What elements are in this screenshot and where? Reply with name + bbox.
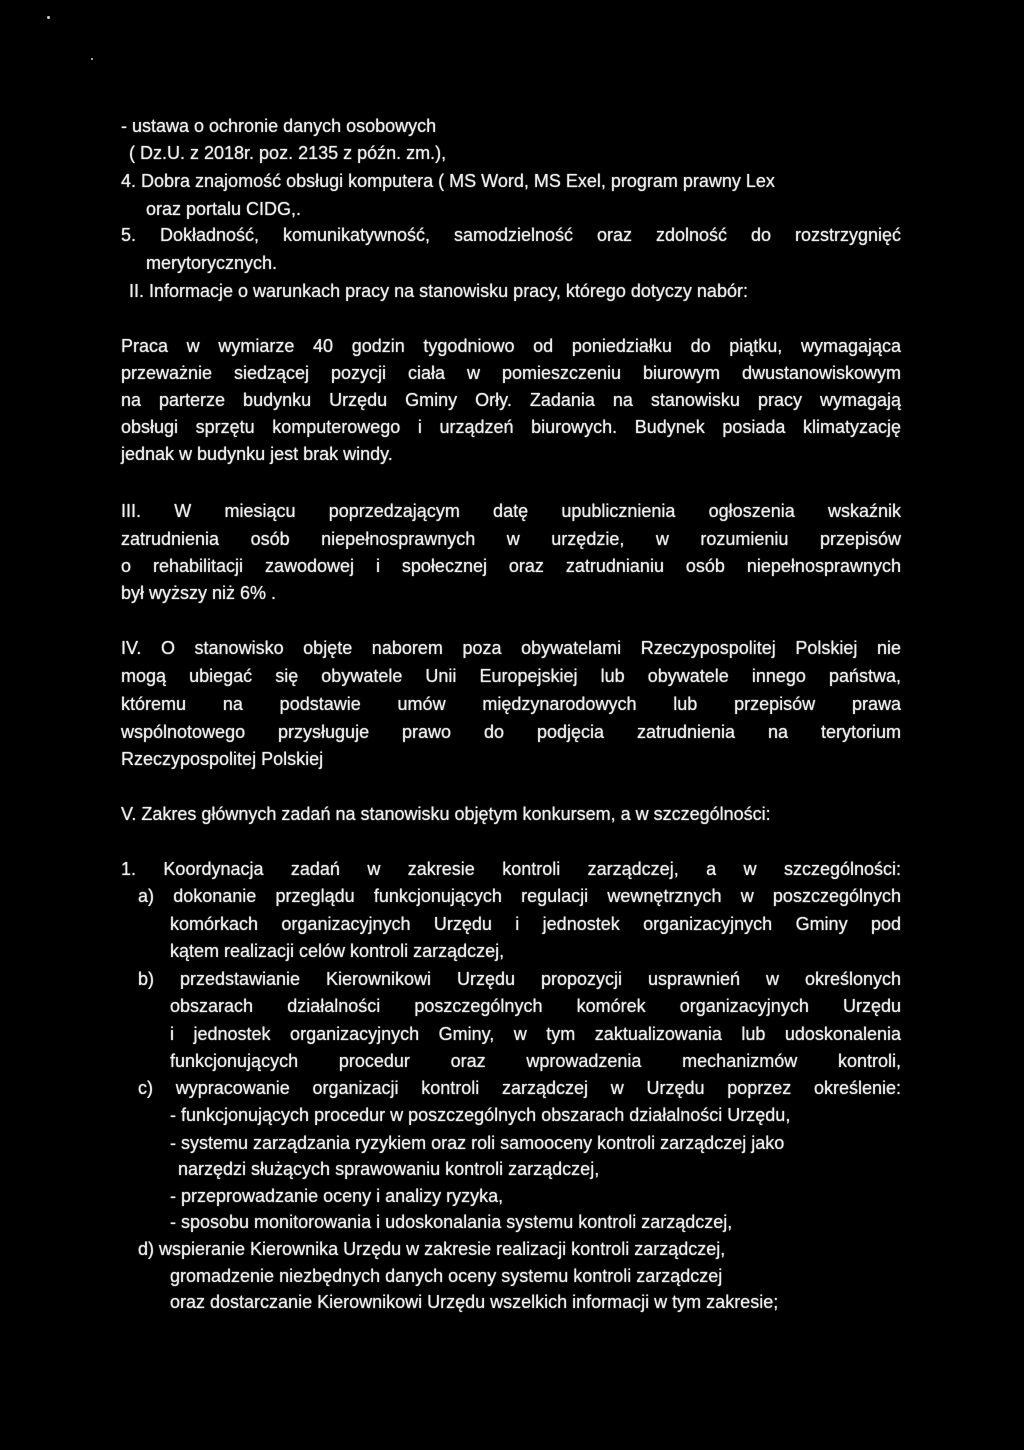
text-line: jednak w budynku jest brak windy. xyxy=(121,444,393,464)
text-line: mogą ubiegać się obywatele Unii Europejskiej lub obywatele innego państwa, xyxy=(121,666,901,686)
text-line: zatrudnienia osób niepełnosprawnych w urzędzie, w rozumieniu przepisów xyxy=(121,529,901,549)
text-line: i jednostek organizacyjnych Gminy, w tym zaktualizowania lub udoskonalenia xyxy=(170,1024,901,1044)
text-line: - ustawa o ochronie danych osobowych xyxy=(121,116,437,136)
section-heading: III. W miesiącu poprzedzającym datę upublicznienia ogłoszenia wskaźnik xyxy=(121,501,901,521)
text-line: 5. Dokładność, komunikatywność, samodzielność oraz zdolność do rozstrzygnięć xyxy=(121,225,901,245)
section-heading: IV. O stanowisko objęte naborem poza obywatelami Rzeczypospolitej Polskiej nie xyxy=(121,638,901,658)
text-line: narzędzi służących sprawowaniu kontroli zarządczej, xyxy=(178,1159,600,1179)
list-item: - sposobu monitorowania i udoskonalania systemu kontroli zarządczej, xyxy=(170,1212,733,1232)
section-heading: II. Informacje o warunkach pracy na stanowisku pracy, którego dotyczy nabór: xyxy=(129,281,748,301)
text-line: funkcjonujących procedur oraz wprowadzenia mechanizmów kontroli, xyxy=(170,1051,901,1071)
text-line: komórkach organizacyjnych Urzędu i jednostek organizacyjnych Gminy pod xyxy=(170,914,901,934)
list-item: a) dokonanie przeglądu funkcjonujących regulacji wewnętrznych w poszczególnych xyxy=(138,886,901,906)
list-item: - systemu zarządzania ryzykiem oraz roli samooceny kontroli zarządczej jako xyxy=(170,1133,785,1153)
list-item: - funkcjonujących procedur w poszczególnych obszarach działalności Urzędu, xyxy=(170,1105,791,1125)
section-heading: V. Zakres głównych zadań na stanowisku objętym konkursem, a w szczególności: xyxy=(121,804,771,824)
text-line: wspólnotowego przysługuje prawo do podjęcia zatrudnienia na terytorium xyxy=(121,722,901,742)
text-line: obsługi sprzętu komputerowego i urządzeń biurowych. Budynek posiada klimatyzację xyxy=(121,417,901,437)
text-line: przeważnie siedzącej pozycji ciała w pomieszczeniu biurowym dwustanowiskowym xyxy=(121,363,901,383)
text-line: Rzeczypospolitej Polskiej xyxy=(121,749,324,769)
text-line: był wyższy niż 6% . xyxy=(121,583,277,603)
text-line: na parterze budynku Urzędu Gminy Orły. Zadania na stanowisku pracy wymagają xyxy=(121,390,901,410)
list-item: 1. Koordynacja zadań w zakresie kontroli zarządczej, a w szczególności: xyxy=(121,859,901,879)
text-line: Praca w wymiarze 40 godzin tygodniowo od poniedziałku do piątku, wymagająca xyxy=(121,336,901,356)
text-line: ( Dz.U. z 2018r. poz. 2135 z późn. zm.), xyxy=(129,143,447,163)
scan-speck xyxy=(91,58,93,60)
text-line: któremu na podstawie umów międzynarodowych lub przepisów prawa xyxy=(121,694,901,714)
text-line: oraz dostarczanie Kierownikowi Urzędu wszelkich informacji w tym zakresie; xyxy=(170,1292,779,1312)
text-line: kątem realizacji celów kontroli zarządczej, xyxy=(170,941,505,961)
text-line: gromadzenie niezbędnych danych oceny systemu kontroli zarządczej xyxy=(170,1266,723,1286)
text-line: 4. Dobra znajomość obsługi komputera ( MS Word, MS Exel, program prawny Lex xyxy=(121,171,775,191)
scan-speck xyxy=(47,16,50,19)
list-item: - przeprowadzanie oceny i analizy ryzyka, xyxy=(170,1186,504,1206)
list-item: b) przedstawianie Kierownikowi Urzędu propozycji usprawnień w określonych xyxy=(138,969,901,989)
list-item: c) wypracowanie organizacji kontroli zarządczej w Urzędu poprzez określenie: xyxy=(138,1078,901,1098)
text-line: o rehabilitacji zawodowej i społecznej oraz zatrudnianiu osób niepełnosprawnych xyxy=(121,556,901,576)
text-line: merytorycznych. xyxy=(146,253,278,273)
list-item: d) wspieranie Kierownika Urzędu w zakresie realizacji kontroli zarządczej, xyxy=(138,1239,726,1259)
text-line: obszarach działalności poszczególnych komórek organizacyjnych Urzędu xyxy=(170,996,901,1016)
text-line: oraz portalu CIDG,. xyxy=(146,199,302,219)
